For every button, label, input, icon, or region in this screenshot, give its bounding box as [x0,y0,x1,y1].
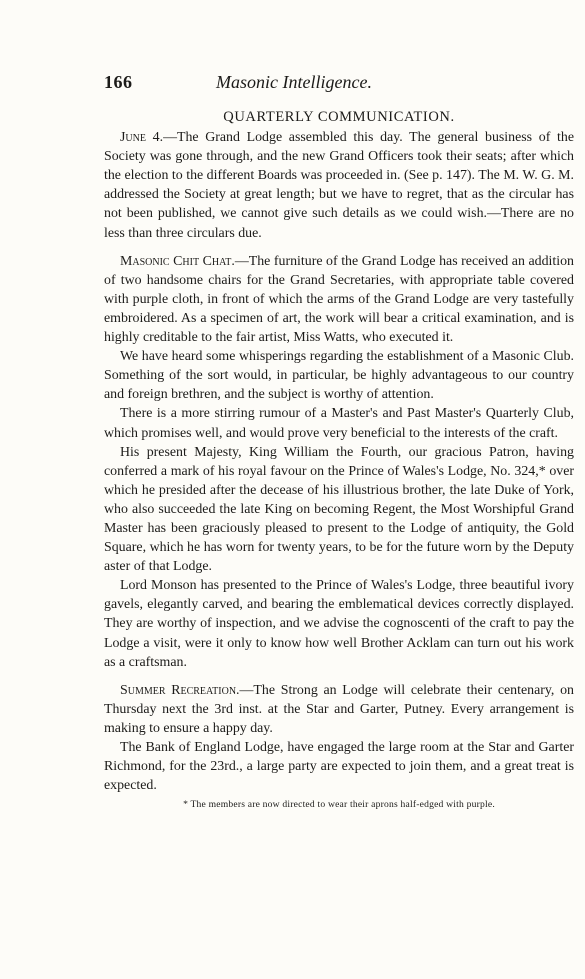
paragraph-chit-chat [104,252,574,347]
running-title: Masonic Intelligence. [216,72,372,92]
paragraph-lead: Summer Recreation. [120,682,240,698]
paragraph-king-william [104,443,574,577]
paragraph-bank-of-england [104,738,574,795]
paragraph-text: —The Grand Lodge assembled this day. The general business of the Society was gone through, and the new Grand Officers took their seats; after which the election to the different Boards was proceeded in. (See p. 147). The M. W. G. M. addressed the Society at great length; but we have to regret, that as the circular has not been published, we cannot give such details as we could wish.—There are no less than three circulars due. [104,130,574,241]
page-number: 166 [104,72,133,92]
paragraph-text: The Bank of England Lodge, have engaged the large room at the Star and Garter Richmond, for the 23rd., a large party are expected to join them, and a great treat is expected. [104,740,574,794]
paragraph-text: His present Majesty, King William the Fourth, our gracious Patron, having conferred a mark of his royal favour on the Prince of Wales's Lodge, No. 324,* over which he presided after the decease of his illustrious brother, the late Duke of York, who also succeeded the late King on becoming Regent, the Most Worshipful Grand Master has been graciously pleased to present to the Lodge of antiquity, the Gold Square, which he has worn for twenty years, to be for the future worn by the Deputy aster of that Lodge. [104,444,574,575]
paragraph-text: —The Strong an Lodge will celebrate their centenary, on Thursday next the 3rd inst. at the Star and Garter, Putney. Every arrangement is making to ensure a happy day. [104,682,574,736]
paragraph-text: Lord Monson has presented to the Prince of Wales's Lodge, three beautiful ivory gavels, elegantly carved, and bearing the emblematical devices correctly displayed. They are worthy of inspection, and we advise the cognoscenti of the craft to pay the Lodge a visit, were it only to know how well Brother Acklam can turn out his work as a craftsman. [104,578,574,670]
footnote: * The members are now directed to wear their aprons half-edged with purple. [183,799,495,811]
paragraph-lead: June 4. [120,130,164,146]
paragraph-text: There is a more stirring rumour of a Master's and Past Master's Quarterly Club, which promises well, and would prove very beneficial to the interests of the craft. [104,406,574,441]
paragraph-quarterly-club [104,404,574,442]
paragraph-text: We have heard some whisperings regarding the establishment of a Masonic Club. Something of the sort would, in particular, be highly advantageous to our country and foreign brethren, and the subject is worthy of attention. [104,349,574,403]
page-header [104,72,484,94]
paragraph-summer-recreation [104,681,574,738]
paragraph-quarterly-communication [104,128,574,243]
paragraph-lord-monson [104,576,574,671]
paragraph-text: —The furniture of the Grand Lodge has received an addition of two handsome chairs for the Grand Secretaries, with appropriate table covered with purple cloth, in front of which the arms of the Grand Lodge are very tastefully embroidered. As a specimen of art, the work will bear a critical examination, and is highly creditable to the fair artist, Miss Watts, who executed it. [104,253,574,346]
section-title: QUARTERLY COMMUNICATION. [223,109,455,125]
paragraph-masonic-club [104,347,574,404]
paragraph-lead: Masonic Chit Chat. [120,253,235,269]
page-body [104,108,574,812]
